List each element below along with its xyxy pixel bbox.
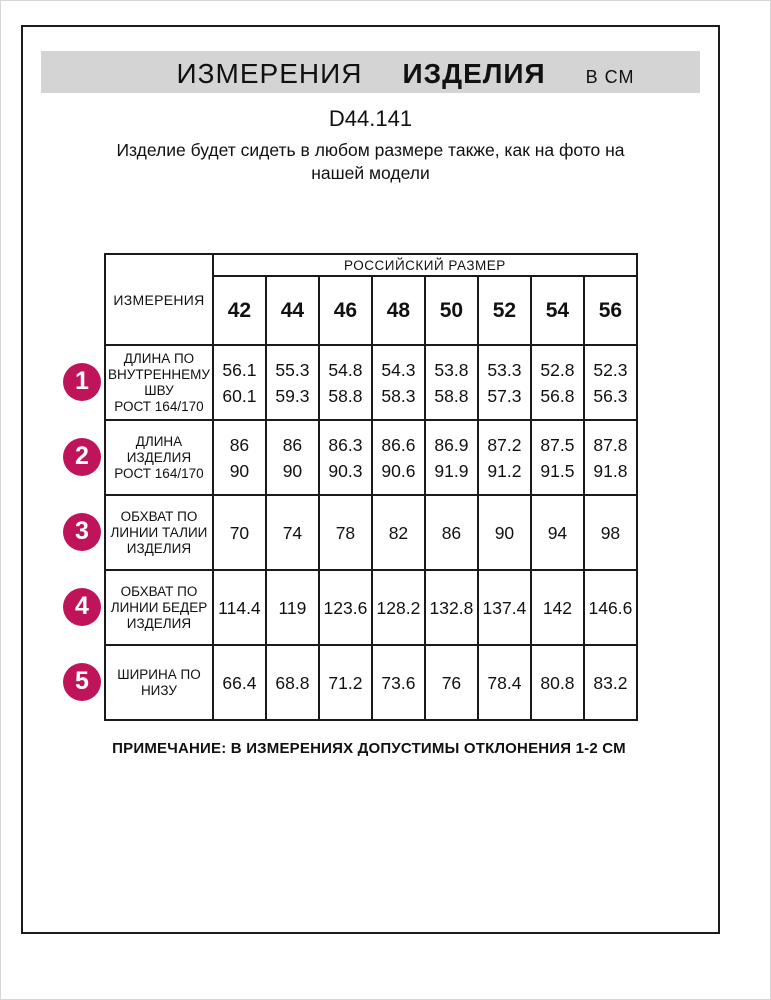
row-label-line: ИЗДЕЛИЯ	[126, 615, 192, 631]
size-header-44: 44	[266, 276, 319, 345]
table-header-row-group	[105, 254, 637, 276]
value-cell	[319, 495, 372, 570]
row-label	[105, 495, 213, 570]
value-cell	[213, 420, 266, 495]
value-line: 73.6	[381, 672, 416, 693]
value-line: 60.1	[222, 385, 257, 406]
value-cell	[425, 420, 478, 495]
value-line: 146.6	[588, 597, 633, 618]
value-line: 123.6	[323, 597, 368, 618]
value-cell	[531, 495, 584, 570]
value-line: 86	[441, 522, 462, 543]
value-line: 58.8	[434, 385, 469, 406]
value-cell	[425, 345, 478, 420]
value-line: 78.4	[487, 672, 522, 693]
size-header-46: 46	[319, 276, 372, 345]
value-line: 53.8	[434, 359, 469, 380]
value-line: 80.8	[540, 672, 575, 693]
size-header-54: 54	[531, 276, 584, 345]
title-word-izdeliya: ИЗДЕЛИЯ	[402, 58, 546, 89]
value-cell	[478, 420, 531, 495]
value-cell	[531, 345, 584, 420]
size-header-48: 48	[372, 276, 425, 345]
value-cell	[372, 495, 425, 570]
value-cell	[266, 420, 319, 495]
row-label-line: ОБХВАТ ПО	[120, 508, 198, 524]
value-line: 82	[388, 522, 409, 543]
tolerance-note: ПРИМЕЧАНИЕ: В ИЗМЕРЕНИЯХ ДОПУСТИМЫ ОТКЛОНЕНИЯ 1-2 СМ	[112, 740, 626, 757]
value-line: 54.3	[381, 359, 416, 380]
value-cell	[478, 645, 531, 720]
value-line: 114.4	[218, 597, 261, 618]
row-number-badge-3: 3	[63, 513, 101, 551]
row-label-line: ЛИНИИ ТАЛИИ	[110, 524, 208, 540]
value-cell	[372, 420, 425, 495]
value-cell	[213, 345, 266, 420]
size-header-50: 50	[425, 276, 478, 345]
value-line: 90	[282, 460, 303, 481]
value-line: 119	[278, 597, 307, 618]
row-label-line: ИЗДЕЛИЯ	[126, 449, 192, 465]
value-line: 86.3	[328, 434, 363, 455]
value-cell	[478, 495, 531, 570]
value-line: 58.3	[381, 385, 416, 406]
table-row-2	[105, 420, 637, 495]
row-label	[105, 420, 213, 495]
value-line: 132.8	[429, 597, 474, 618]
value-line: 86.9	[434, 434, 469, 455]
value-line: 57.3	[487, 385, 522, 406]
value-cell	[266, 495, 319, 570]
row-number-badge-2: 2	[63, 438, 101, 476]
value-line: 56.1	[222, 359, 257, 380]
row-label	[105, 645, 213, 720]
value-line: 90.3	[328, 460, 363, 481]
model-code: D44.141	[328, 106, 413, 131]
value-cell	[425, 570, 478, 645]
row-label-line: ЛИНИИ БЕДЕР	[110, 599, 208, 615]
subtitle-line-1: Изделие будет сидеть в любом размере также, как на фото на	[116, 140, 625, 160]
value-cell	[266, 645, 319, 720]
russian-size-group-header: РОССИЙСКИЙ РАЗМЕР	[213, 254, 637, 276]
value-line: 59.3	[275, 385, 310, 406]
value-line: 87.2	[487, 434, 522, 455]
table-row-5	[105, 645, 637, 720]
value-cell	[372, 345, 425, 420]
value-line: 54.8	[328, 359, 363, 380]
row-label-line: ДЛИНА	[135, 433, 183, 449]
value-line: 76	[441, 672, 462, 693]
value-cell	[213, 645, 266, 720]
value-line: 71.2	[328, 672, 363, 693]
value-line: 86	[282, 434, 303, 455]
row-label-line: РОСТ 164/170	[114, 465, 204, 481]
subtitle	[41, 139, 700, 185]
row-number-badge-4: 4	[63, 588, 101, 626]
size-header-52: 52	[478, 276, 531, 345]
value-line: 128.2	[376, 597, 421, 618]
title-banner	[41, 51, 700, 93]
value-line: 91.2	[487, 460, 522, 481]
value-cell	[319, 420, 372, 495]
value-line: 98	[600, 522, 621, 543]
row-label-line: ОБХВАТ ПО	[120, 583, 198, 599]
title-word-izmereniya: ИЗМЕРЕНИЯ	[176, 58, 363, 89]
value-line: 78	[335, 522, 356, 543]
value-line: 52.3	[593, 359, 628, 380]
value-cell	[531, 420, 584, 495]
title-unit: В СМ	[585, 67, 635, 87]
value-line: 90	[229, 460, 250, 481]
value-line: 53.3	[487, 359, 522, 380]
value-cell	[584, 345, 637, 420]
value-cell	[266, 345, 319, 420]
value-line: 90.6	[381, 460, 416, 481]
value-line: 91.9	[434, 460, 469, 481]
value-cell	[372, 570, 425, 645]
value-cell	[319, 570, 372, 645]
value-cell	[478, 345, 531, 420]
value-cell	[584, 645, 637, 720]
value-line: 90	[494, 522, 515, 543]
value-cell	[531, 645, 584, 720]
value-line: 70	[229, 522, 250, 543]
value-line: 86	[229, 434, 250, 455]
value-cell	[425, 645, 478, 720]
size-header-56: 56	[584, 276, 637, 345]
value-line: 91.8	[593, 460, 628, 481]
value-line: 52.8	[540, 359, 575, 380]
row-label-line: ДЛИНА ПО	[123, 350, 195, 366]
value-cell	[584, 570, 637, 645]
size-header-42: 42	[213, 276, 266, 345]
value-cell	[584, 495, 637, 570]
value-cell	[213, 570, 266, 645]
value-line: 86.6	[381, 434, 416, 455]
value-cell	[213, 495, 266, 570]
row-number-badge-5: 5	[63, 663, 101, 701]
row-label-line: ШИРИНА ПО	[117, 666, 201, 682]
value-line: 55.3	[275, 359, 310, 380]
value-cell	[319, 345, 372, 420]
value-cell	[584, 420, 637, 495]
value-cell	[425, 495, 478, 570]
row-number-badge-1: 1	[63, 363, 101, 401]
table-row-1	[105, 345, 637, 420]
row-label	[105, 570, 213, 645]
row-label-line: РОСТ 164/170	[114, 398, 204, 414]
row-label-line: ИЗДЕЛИЯ	[126, 540, 192, 556]
value-line: 74	[282, 522, 303, 543]
value-cell	[266, 570, 319, 645]
table-row-4	[105, 570, 637, 645]
row-label-line: ШВУ	[144, 382, 174, 398]
value-line: 66.4	[222, 672, 257, 693]
value-line: 137.4	[482, 597, 527, 618]
value-cell	[531, 570, 584, 645]
value-line: 83.2	[593, 672, 628, 693]
value-cell	[372, 645, 425, 720]
value-line: 56.3	[593, 385, 628, 406]
table-row-3	[105, 495, 637, 570]
value-line: 142	[542, 597, 573, 618]
value-line: 87.5	[540, 434, 575, 455]
value-cell	[319, 645, 372, 720]
value-line: 94	[547, 522, 568, 543]
value-line: 87.8	[593, 434, 628, 455]
row-label	[105, 345, 213, 420]
value-line: 68.8	[275, 672, 310, 693]
value-line: 58.8	[328, 385, 363, 406]
measurements-corner-header: ИЗМЕРЕНИЯ	[105, 254, 213, 345]
row-label-line: ВНУТРЕННЕМУ	[108, 366, 210, 382]
size-table	[104, 253, 638, 721]
value-cell	[478, 570, 531, 645]
row-label-line: НИЗУ	[140, 682, 177, 698]
value-line: 91.5	[540, 460, 575, 481]
value-line: 56.8	[540, 385, 575, 406]
subtitle-line-2: нашей модели	[311, 163, 430, 183]
